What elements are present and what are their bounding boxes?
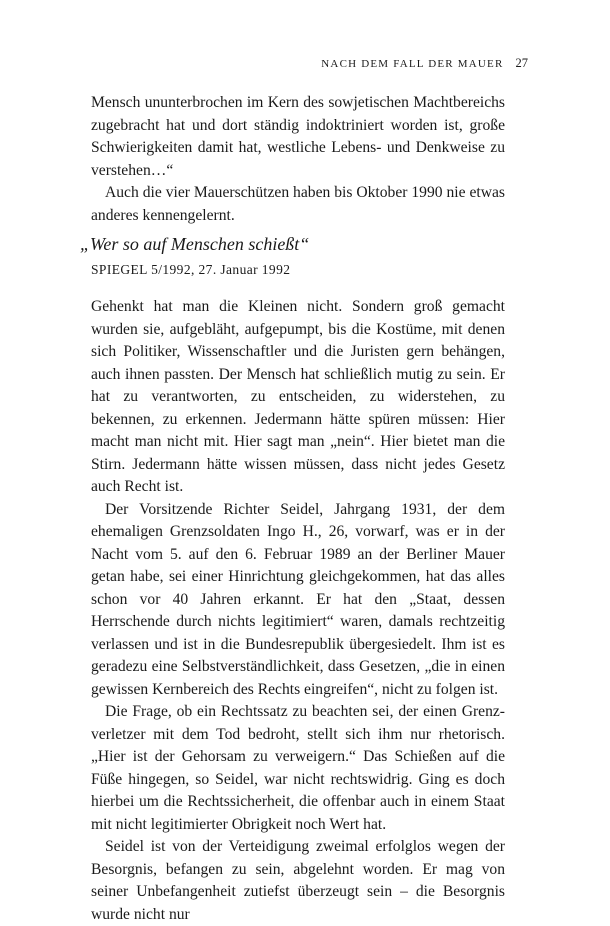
article-paragraph-2: Der Vorsitzende Richter Seidel, Jahrgang 1931, der dem ehemaligen Grenzsoldaten Ingo H., 26, vorwarf, was er in der Nacht vom 5. auf den 6. Februar 1989 an der Berliner Mauer getan habe, sei einer Hinrichtung gleichgekommen, hat das alles schon vor 40 Jahren erkannt. Er hat den „Staat, dessen Herrschende durch nichts legitimiert“ waren, damals rechtzeitig verlassen und ist in die Bundesrepublik übergesiedelt. Ihm ist es geradezu eine Selbstverständlichkeit, dass Gesetzen, „die in einen gewissen Kernbereich des Rechts eingreifen“, nicht zu folgen ist. <box>91 500 505 698</box>
intro-paragraph-1: Mensch ununterbrochen im Kern des sowjetischen Machtbereichs zugebracht hat und dort ständig indoktriniert worden ist, große Schwierigkeiten damit hat, westliche Lebens- und Denkweise zu verstehen…“ <box>91 94 505 179</box>
article-paragraph-1: Gehenkt hat man die Kleinen nicht. Sondern groß gemacht wurden sie, aufgebläht, aufgepumpt, bis die Kostüme, mit denen sich Politiker, Wissenschaftler und die Juristen gern behängen, auch ihnen passten. Der Mensch hat schließlich mutig zu sein. Er hat zu verantworten, zu entscheiden, zu widerstehen, zu bekennen, zu erkennen. Jedermann hätte spüren müssen: Hier macht man nicht mit. Hier sagt man „nein“. Hier bietet man die Stirn. Jedermann hätte wissen müssen, dass nicht jedes Gesetz auch Recht ist. <box>91 298 505 495</box>
intro-paragraph-2: Auch die vier Mauerschützen haben bis Oktober 1990 nie etwas anderes kennengelernt. <box>91 184 505 224</box>
running-head <box>321 56 528 71</box>
article-source: SPIEGEL 5/1992, 27. Januar 1992 <box>91 262 291 277</box>
intro-text <box>91 92 505 227</box>
page-number: 27 <box>515 56 528 70</box>
article-paragraph-4: Seidel ist von der Verteidigung zweimal erfolglos wegen der Besorgnis, befangen zu sein, abgelehnt worden. Er mag von seiner Unbefangenheit zutiefst überzeugt sein – die Besorgnis wurde nicht nur <box>91 838 505 923</box>
article-title: „Wer so auf Menschen schießt“ <box>80 234 310 254</box>
article-body <box>91 296 505 926</box>
article-paragraph-3: Die Frage, ob ein Rechtssatz zu beachten sei, der einen Grenzverletzer mit dem Tod bedroht, stellt sich ihm nur rhetorisch. „Hier ist der Gehorsam zu verweigern.“ Das Schießen auf die Füße hingegen, so Seidel, war nicht rechtswidrig. Ging es doch hierbei um die Rechtssicherheit, die offenbar auch in einem Staat mit nicht legitimierter Obrigkeit noch Wert hat. <box>91 703 505 833</box>
running-title: NACH DEM FALL DER MAUER <box>321 58 504 70</box>
